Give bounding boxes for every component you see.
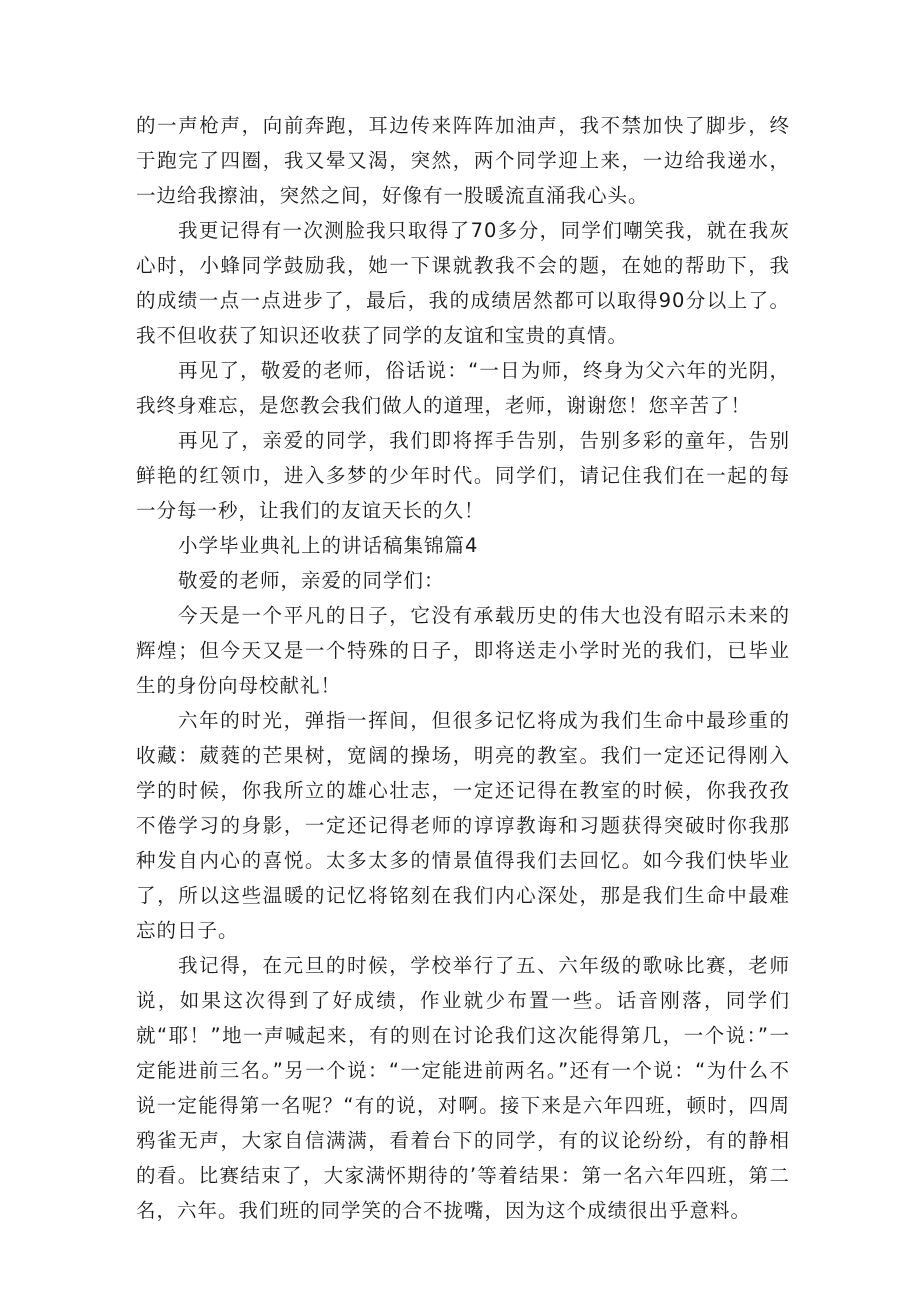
paragraph-3: 再见了，敬爱的老师，俗话说：“一日为师，终身为父六年的光阴，我终身难忘，是您教会我们做人的道理，老师，谢谢您！您辛苦了！ bbox=[136, 359, 790, 417]
paragraph-2: 我更记得有一次测脸我只取得了70多分，同学们嘲笑我，就在我灰心时，小蜂同学鼓励我，她一下课就教我不会的题，在她的帮助下，我的成绩一点一点进步了，最后，我的成绩居然都可以取得90分以上了。我不但收获了知识还收获了同学的友谊和宝贵的真情。 bbox=[136, 219, 790, 347]
paragraph-7: 我记得，在元旦的时候，学校举行了五、六年级的歌咏比赛，老师说，如果这次得到了好成绩，作业就少布置一些。话音刚落，同学们就“耶！”地一声喊起来，有的则在讨论我们这次能得第几，一个说：”一定能进前三名。”另一个说：“一定能进前两名。”还有一个说：“为什么不说一定能得第一名呢？“有的说，对啊。接下来是六年四班，顿时，四周鸦雀无声，大家自信满满，看着台下的同学，有的议论纷纷，有的静相的看。比赛结束了，大家满怀期待的’等着结果：第一名六年四班，第二名，六年。我们班的同学笑的合不拢嘴，因为这个成绩很出乎意料。 bbox=[136, 954, 790, 1222]
salutation: 敬爱的老师，亲爱的同学们： bbox=[178, 569, 445, 592]
paragraph-4: 再见了，亲爱的同学，我们即将挥手告别，告别多彩的童年，告别鲜艳的红领巾，进入多梦的少年时代。同学们，请记住我们在一起的每一分每一秒，让我们的友谊天长的久！ bbox=[136, 429, 790, 522]
section-heading: 小学毕业典礼上的讲话稿集锦篇4 bbox=[178, 534, 479, 557]
paragraph-6: 六年的时光，弹指一挥间，但很多记忆将成为我们生命中最珍重的收藏：葳蕤的芒果树，宽阔的操场，明亮的教室。我们一定还记得刚入学的时候，你我所立的雄心壮志，一定还记得在教室的时候，你我孜孜不倦学习的身影，一定还记得老师的谆谆教诲和习题获得突破时你我那种发自内心的喜悦。太多太多的情景值得我们去回忆。如今我们快毕业了，所以这些温暖的记忆将铭刻在我们内心深处，那是我们生命中最难忘的日子。 bbox=[136, 709, 790, 942]
paragraph-1: 的一声枪声，向前奔跑，耳边传来阵阵加油声，我不禁加快了脚步，终于跑完了四圈，我又晕又渴，突然，两个同学迎上来，一边给我递水，一边给我擦油，突然之间，好像有一股暖流直涌我心头。 bbox=[136, 114, 790, 207]
paragraph-5: 今天是一个平凡的日子，它没有承载历史的伟大也没有昭示未来的辉煌；但今天又是一个特殊的日子，即将送走小学时光的我们，已毕业生的身份向母校献礼！ bbox=[136, 604, 790, 697]
document-body bbox=[136, 108, 790, 1228]
